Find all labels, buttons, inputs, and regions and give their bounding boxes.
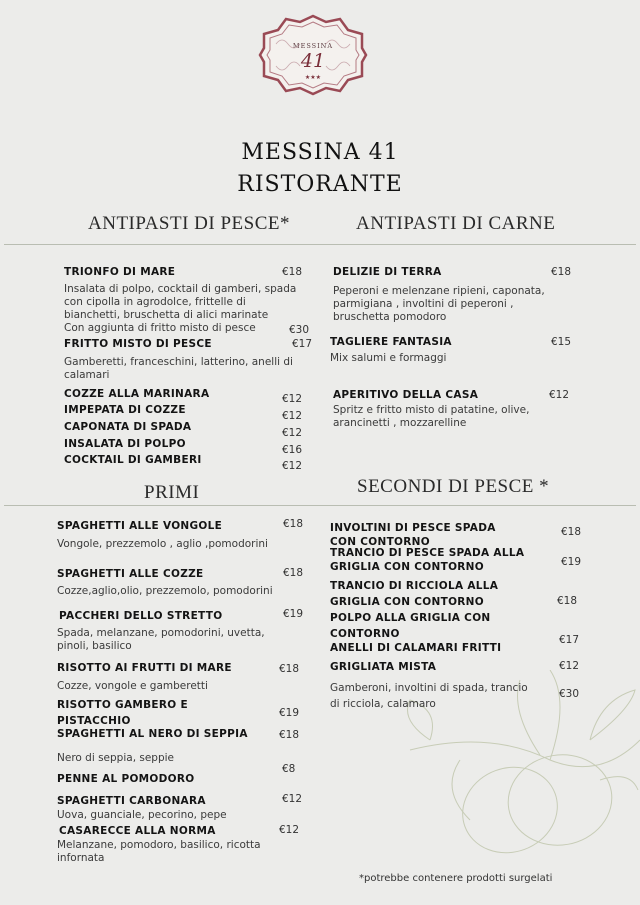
menu-item-price: €16 [282,444,303,456]
restaurant-logo [258,14,368,96]
menu-item-name: INVOLTINI DI PESCE SPADA CON CONTORNO [330,522,496,548]
menu-item-description: Cozze,aglio,olio, prezzemolo, pomodorini [57,585,273,597]
menu-item-price: €30 [559,688,580,700]
logo-stars: ★★★ [304,74,322,81]
menu-item-price: €12 [282,460,303,472]
menu-item-price: €18 [557,595,578,607]
menu-item-name: PACCHERI DELLO STRETTO [59,610,223,622]
menu-item-price: €12 [279,824,300,836]
menu-item-description: Cozze, vongole e gamberetti [57,680,208,692]
menu-item-price: €19 [283,608,304,620]
menu-item-name: SPAGHETTI ALLE VONGOLE [57,520,223,532]
menu-item-name: FRITTO MISTO DI PESCE [64,338,212,350]
footnote: *potrebbe contenere prodotti surgelati [359,873,553,884]
restaurant-subtitle: RISTORANTE [237,172,403,197]
menu-item-price: €12 [559,660,580,672]
menu-item-extra-price: €30 [289,324,310,336]
menu-item-name: POLPO ALLA GRIGLIA CON CONTORNO [330,612,491,640]
menu-item-name: COZZE ALLA MARINARA [64,388,210,400]
menu-item-name: RISOTTO AI FRUTTI DI MARE [57,662,232,674]
section-primi: PRIMI [144,482,200,503]
menu-item-price: €12 [282,793,303,805]
menu-item-description: Peperoni e melenzane ripieni, caponata, parmigiana , involtini di peperoni , bruschetta pomodoro [333,285,545,323]
menu-item-price: €15 [551,336,572,348]
menu-item-description: Uova, guanciale, pecorino, pepe [57,809,227,821]
menu-item-price: €12 [282,427,303,439]
menu-item-name: RISOTTO GAMBERO E PISTACCHIO [57,699,188,727]
menu-item-name: PENNE AL POMODORO [57,773,195,785]
menu-item-price: €18 [283,567,304,579]
menu-item-price: €18 [551,266,572,278]
menu-item-description: Gamberetti, franceschini, latterino, anelli di calamari [64,356,293,381]
menu-item-price: €12 [549,389,570,401]
menu-item-description: Nero di seppia, seppie [57,752,175,764]
menu-item-name: SPAGHETTI CARBONARA [57,795,206,807]
menu-item-price: €12 [282,410,303,422]
menu-item-name: CAPONATA DI SPADA [64,421,192,433]
menu-item-name: DELIZIE DI TERRA [333,266,442,278]
menu-item-name: TRANCIO DI PESCE SPADA ALLA GRIGLIA CON CONTORNO [330,547,525,573]
menu-item-price: €17 [559,634,580,646]
menu-item-name: SPAGHETTI AL NERO DI SEPPIA [57,728,248,740]
divider [4,505,636,506]
menu-item-description: Melanzane, pomodoro, basilico, ricotta infornata [57,839,261,864]
menu-item-description: Spada, melanzane, pomodorini, uvetta, pinoli, basilico [57,627,265,652]
menu-item-description: Insalata di polpo, cocktail di gamberi, spada con cipolla in agrodolce, frittelle di bianchetti, bruschetta di alici marinate Con aggiunta di fritto misto di pesce [64,283,297,334]
section-secondi-pesce: SECONDI DI PESCE * [357,476,550,497]
menu-item-price: €18 [279,729,300,741]
restaurant-title: MESSINA 41 [241,140,399,165]
menu-item-price: €18 [279,663,300,675]
menu-item-name: GRIGLIATA MISTA [330,661,437,673]
logo-number: 41 [300,50,326,72]
section-antipasti-pesce: ANTIPASTI DI PESCE* [88,213,290,234]
menu-item-price: €19 [279,707,300,719]
menu-item-description: Mix salumi e formaggi [330,352,447,364]
menu-item-name: INSALATA DI POLPO [64,438,186,450]
section-antipasti-carne: ANTIPASTI DI CARNE [356,213,556,234]
divider [4,244,636,245]
menu-item-name: ANELLI DI CALAMARI FRITTI [330,642,502,654]
menu-item-price: €8 [282,763,296,775]
menu-item-price: €12 [282,393,303,405]
menu-item-name: CASARECCE ALLA NORMA [59,825,216,837]
menu-item-name: COCKTAIL DI GAMBERI [64,454,202,466]
menu-item-name: IMPEPATA DI COZZE [64,404,186,416]
menu-item-name: TRANCIO DI RICCIOLA ALLA GRIGLIA CON CONTORNO [330,580,499,608]
logo-name: MESSINA [292,42,334,50]
menu-item-price: €19 [561,556,582,568]
menu-item-price: €18 [283,518,304,530]
menu-item-description: Gamberoni, involtini di spada, trancio di ricciola, calamaro [330,682,528,710]
menu-item-description: Spritz e fritto misto di patatine, olive, arancinetti , mozzarelline [333,404,530,429]
menu-item-price: €18 [561,526,582,538]
menu-item-name: SPAGHETTI ALLE COZZE [57,568,204,580]
menu-item-name: APERITIVO DELLA CASA [333,389,479,401]
menu-item-price: €17 [292,338,313,350]
menu-item-description: Vongole, prezzemolo , aglio ,pomodorini [57,538,268,550]
menu-item-price: €18 [282,266,303,278]
menu-item-name: TAGLIERE FANTASIA [330,336,452,348]
menu-item-name: TRIONFO DI MARE [64,266,176,278]
